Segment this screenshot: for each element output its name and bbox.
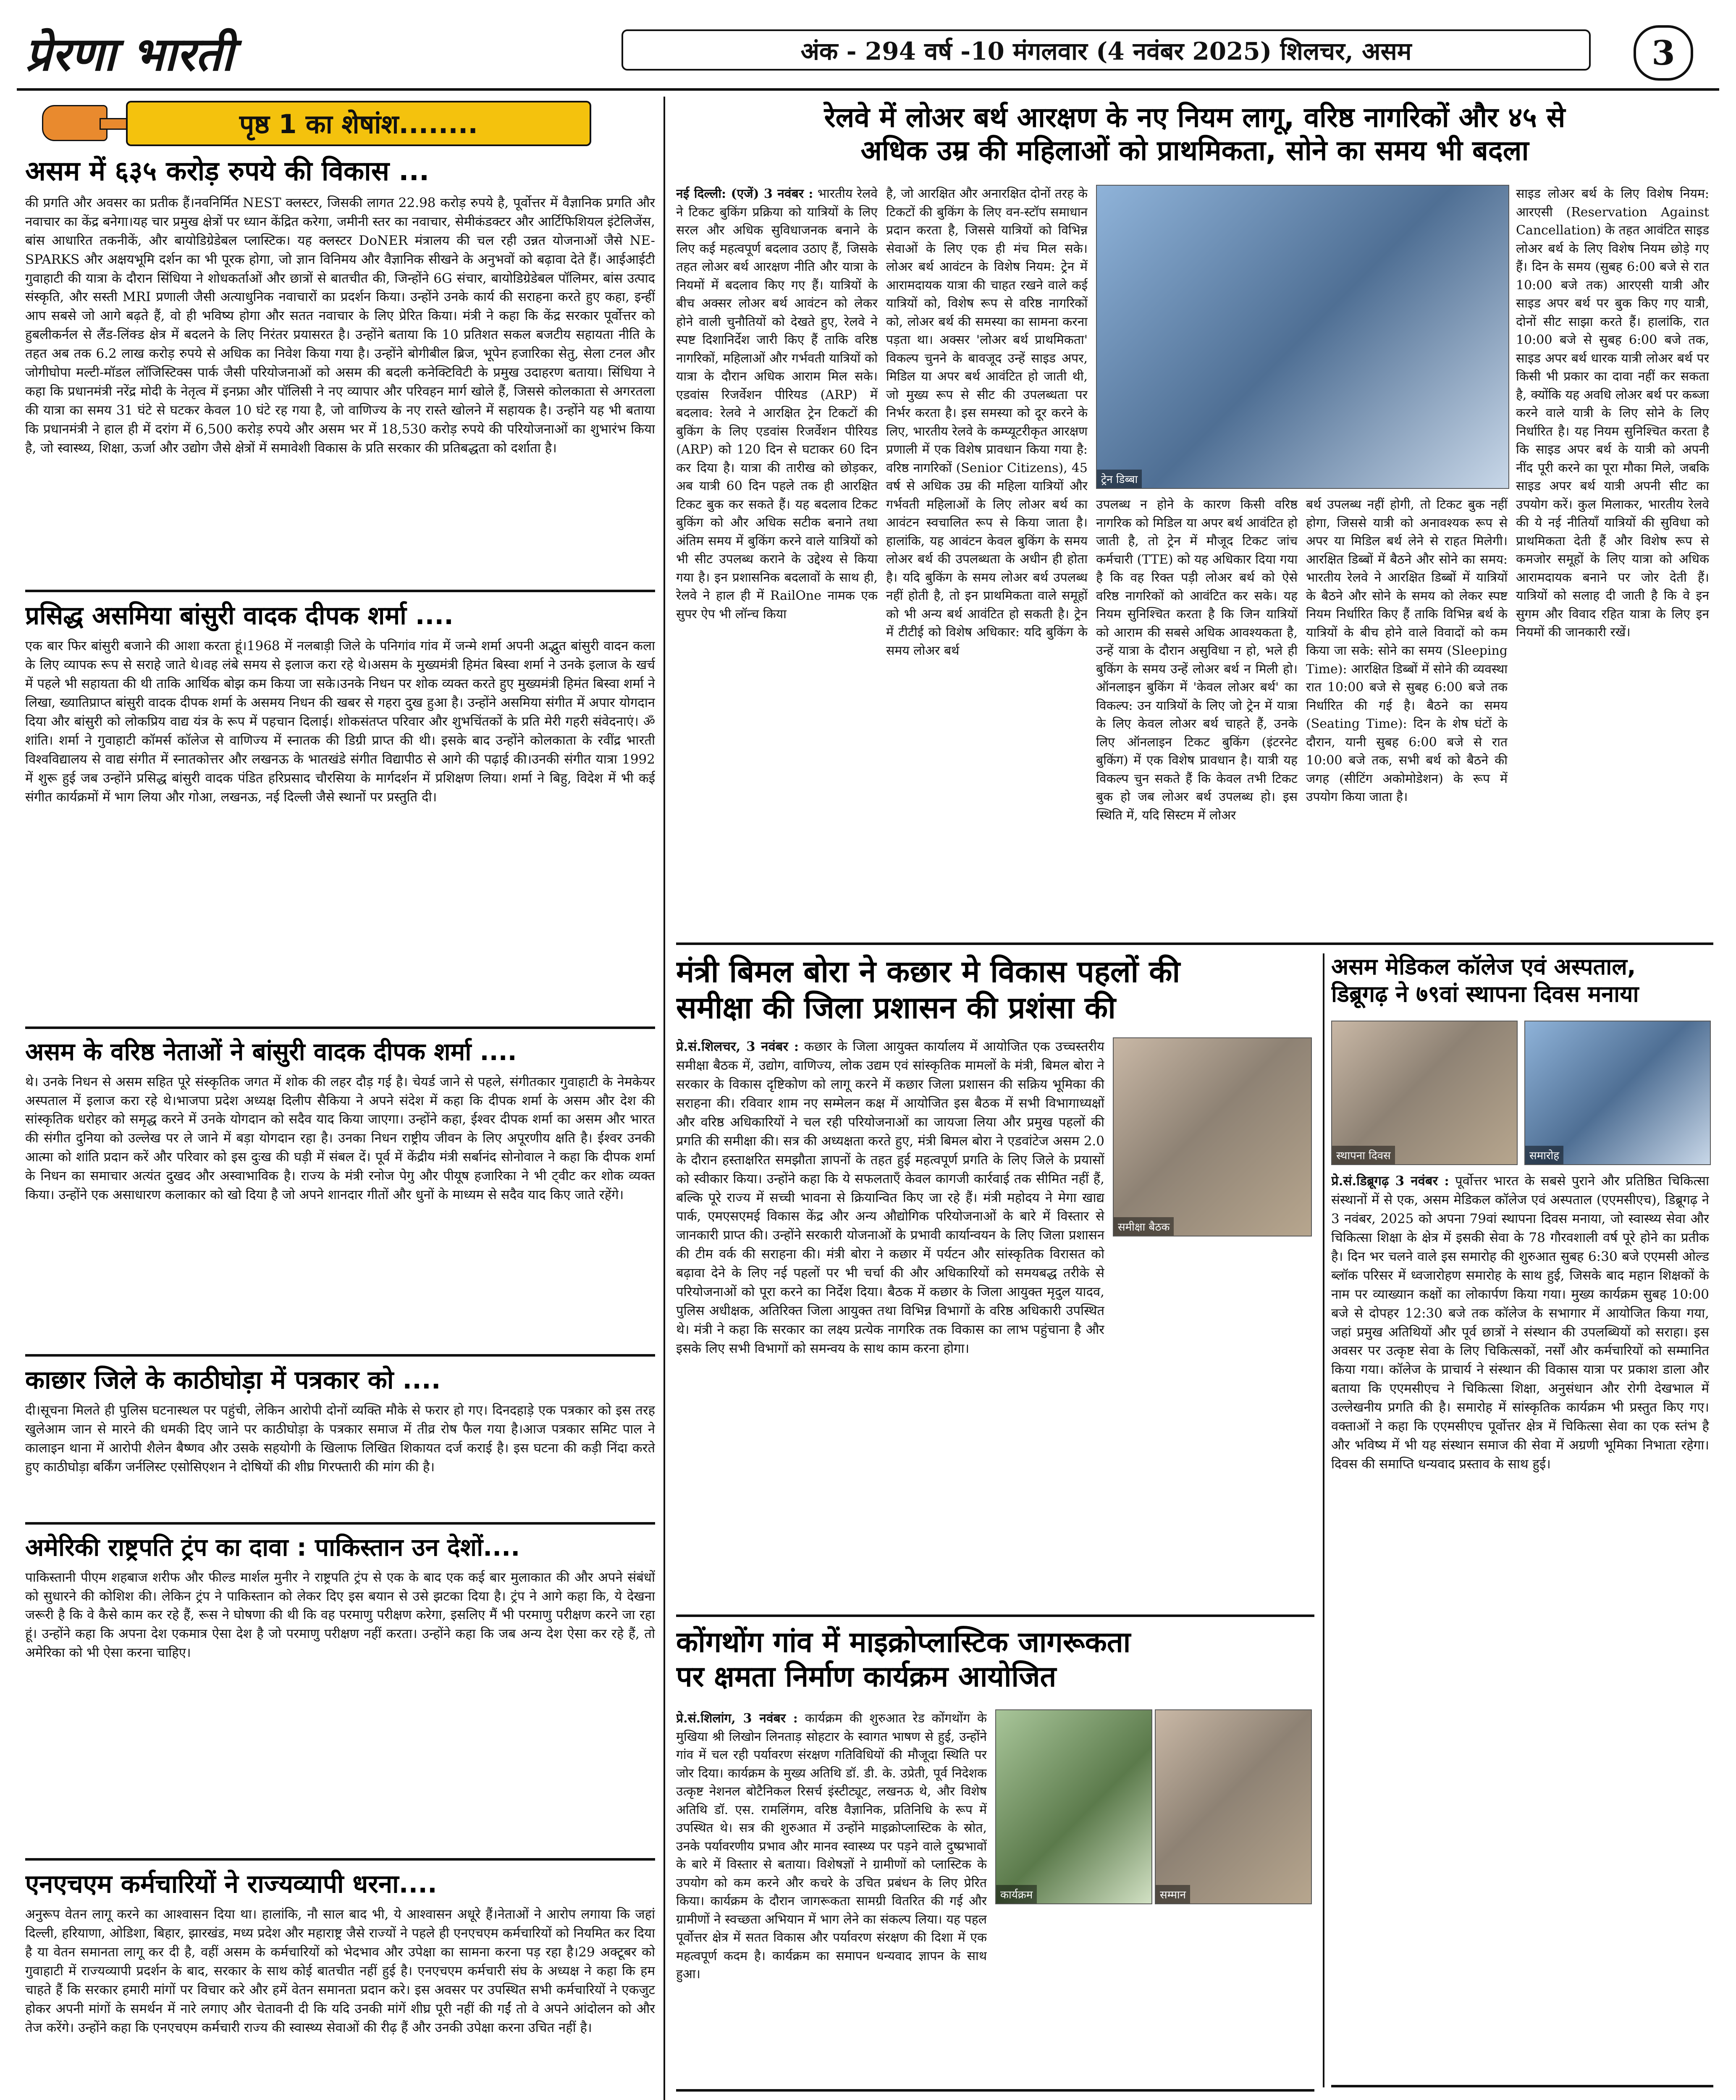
headline-line-1: कोंगथोंग गांव में माइक्रोप्लास्टिक जागरूकता <box>676 1626 1131 1659</box>
photo-caption: कार्यक्रम <box>996 1885 1037 1903</box>
photo-caption: समीक्षा बैठक <box>1114 1217 1174 1236</box>
headline: असम के वरिष्ठ नेताओं ने बांसुरी वादक दीपक शर्मा .... <box>25 1037 517 1066</box>
headline-line-2: अधिक उम्र की महिलाओं को प्राथमिकता, सोने का समय भी बदला <box>860 134 1529 167</box>
headline: असम में ६३५ करोड़ रुपये की विकास ... <box>25 156 430 187</box>
photo-caption: सम्मान <box>1156 1885 1190 1903</box>
amch-photo-2 <box>1524 1021 1711 1165</box>
column-divider <box>663 97 665 2100</box>
article-text: कछार के जिला आयुक्त कार्यालय में आयोजित एक उच्चस्तरीय समीक्षा बैठक में, उद्योग, वाणिज्य, लोक उद्यम एवं सांस्कृतिक मामलों के मंत्री, बिमल बोरा ने सरकार के विकास दृष्टिकोण को लागू करने में कछार जिला प्रशासन की सक्रिय भूमिका की सराहना की। रविवार शाम नए सम्मेलन कक्ष में आयोजित इस बैठक में सभी विभागाध्यक्षों और वरिष्ठ अधिकारियों ने चल रही परियोजनाओं का जायजा लिया और प्रमुख पहलों की प्रगति की समीक्षा की। सत्र की अध्यक्षता करते हुए, मंत्री बिमल बोरा ने एडवांटेज असम 2.0 के दौरान हस्ताक्षरित समझौता ज्ञापनों के तहत हुई महत्वपूर्ण प्रगति के लिए जिले के प्रयासों को स्वीकार किया। उन्होंने कहा कि ये सफलताएँ केवल कागजी कार्रवाई तक सीमित नहीं हैं, बल्कि पूरे राज्य में सच्ची भावना से क्रियान्वित किए जा रहे हैं। मंत्री महोदय ने मेगा खाद्य पार्क, एमएसएमई विकास केंद्र और अन्य औद्योगिक परियोजनाओं के बारे में विस्तार से जानकारी प्राप्त की। उन्होंने सरकारी योजनाओं के प्रभावी कार्यान्वयन के लिए जिला प्रशासन की टीम वर्क की सराहना की। मंत्री बोरा ने कछार में पर्यटन और सांस्कृतिक विरासत को बढ़ावा देने के लिए नई पहलों पर भी चर्चा की और अधिकारियों को समयबद्ध तरीके से परियोजनाओं को पूरा करने का निर्देश दिया। बैठक में कछार के जिला आयुक्त मृदुल यादव, पुलिस अधीक्षक, अतिरिक्त जिला आयुक्त तथा विभिन्न विभागों के वरिष्ठ अधिकारी उपस्थित थे। मंत्री ने कहा कि सरकार का लक्ष्य प्रत्येक नागरिक तक विकास का लाभ पहुंचाना है और इसके लिए सभी विभागों को समन्वय के साथ काम करना होगा। <box>676 1039 1104 1356</box>
article-body-e: साइड लोअर बर्थ के लिए विशेष नियम: आरएसी (Reservation Against Cancellation) के तहत आवंटित साइड लोअर बर्थ के लिए विशेष नियम छोड़े गए हैं। दिन के समय (सुबह 6:00 बजे से रात 10:00 बजे तक) आरएसी यात्री और साइड अपर बर्थ पर बुक किए गए यात्री, दोनों सीट साझा करते हैं। हालांकि, रात 10:00 बजे से सुबह 6:00 बजे तक, साइड अपर बर्थ धारक यात्री लोअर बर्थ पर किसी भी प्रकार का दावा नहीं कर सकता है, क्योंकि यह अवधि लोअर बर्थ पर कब्जा करने वाले यात्री के लिए सोने के लिए निर्धारित है। यह नियम सुनिश्चित करता है कि साइड अपर बर्थ के यात्री को अपनी नींद पूरी करने का पूरा मौका मिले, जबकि साइड अपर बर्थ यात्री अपनी सीट का उपयोग करें। कुल मिलाकर, भारतीय रेलवे की ये नई नीतियाँ यात्रियों की सुविधा को प्राथमिकता देती हैं और विशेष रूप से कमजोर समूहों के लिए यात्रा को अधिक आरामदायक बनाने पर जोर देती हैं। यात्रियों को सलाह दी जाती है कि वे इन सुगम और विवाद रहित यात्रा के लिए इन नियमों की जानकारी रखें। <box>1516 186 1709 640</box>
story-amch <box>1331 953 1713 2087</box>
headline: प्रसिद्ध असमिया बांसुरी वादक दीपक शर्मा .... <box>25 601 454 630</box>
article-body: थे। उनके निधन से असम सहित पूरे संस्कृतिक जगत में शोक की लहर दौड़ गई है। चेयर्ड जाने से पहले, संगीतकार गुवाहाटी के नेमकेयर अस्पताल में इलाज करा रहे थे।भाजपा प्रदेश अध्यक्ष दिलीप सैकिया ने अपने संदेश में कहा कि दीपक शर्मा के असम और देश की सांस्कृतिक धरोहर को समृद्ध करने में उनके योगदान को सदैव याद किया जाएगा। उन्होंने कहा, ईश्वर दीपक शर्मा का असम और भारत की संगीत दुनिया को उल्लेख पर ले जाने में बड़ा योगदान रहा है। उनका निधन राष्ट्रीय जीवन के लिए अपूरणीय क्षति है। ईश्वर उनकी आत्मा को शांति प्रदान करें और परिवार को इस दुःख की घड़ी में संबल दें। पूर्व में केंद्रीय मंत्री सर्बानंद सोनोवाल ने कहा कि दीपक शर्मा के निधन का समाचार अत्यंत दुखद और अस्वाभाविक है। राज्य के मंत्री रनोज पेगु और पीयूष हजारिका ने भी ट्वीट कर शोक व्यक्त किया। उन्होंने एक असाधारण कलाकार को खो दिया है जो अपने शानदार गीतों और धुनों के माध्यम से सदैव याद किए जाते रहेंगे। <box>25 1074 655 1203</box>
article-body-c: उपलब्ध न होने के कारण किसी वरिष्ठ नागरिक को मिडिल या अपर बर्थ आवंटित हो जाती है, तो ट्रेन में मौजूद टिकट जांच कर्मचारी (TTE) को यह अधिकार दिया गया है कि वह रिक्त पड़ी लोअर बर्थ को ऐसे वरिष्ठ नागरिकों को आवंटित कर सके। यह नियम सुनिश्चित करता है कि जिन यात्रियों को आराम की सबसे अधिक आवश्यकता है, उन्हें यात्रा के दौरान असुविधा न हो, भले ही बुकिंग के समय उन्हें लोअर बर्थ न मिली हो। ऑनलाइन बुकिंग में 'केवल लोअर बर्थ' का विकल्प: उन यात्रियों के लिए जो ट्रेन में यात्रा के लिए केवल लोअर बर्थ चाहते हैं, उनके लिए ऑनलाइन टिकट बुकिंग (इंटरनेट बुकिंग) में एक विशेष प्रावधान है। यात्री यह विकल्प चुन सकते हैं कि केवल तभी टिकट बुक हो जब लोअर बर्थ उपलब्ध हो। इस स्थिति में, यदि सिस्टम में लोअर <box>1096 497 1298 823</box>
article-text: कार्यक्रम की शुरुआत रेड कोंगथोंग के मुखिया श्री लिखोन लिनताड़ सोहटार के स्वागत भाषण से हुई, उन्होंने गांव में चल रही पर्यावरण संरक्षण गतिविधियों की मौजूदा स्थिति पर जोर दिया। कार्यक्रम के मुख्य अतिथि डॉ. डी. के. उप्रेती, पूर्व निदेशक उत्कृष्ट नेशनल बोटैनिकल रिसर्च इंस्टीट्यूट, लखनऊ थे, और विशेष अतिथि डॉ. एस. रामलिंगम, वरिष्ठ वैज्ञानिक, प्रतिनिधि के रूप में उपस्थित थे। सत्र की शुरुआत में उन्होंने माइक्रोप्लास्टिक के स्रोत, उनके पर्यावरणीय प्रभाव और मानव स्वास्थ्य पर पड़ने वाले दुष्प्रभावों के बारे में विस्तार से बताया। विशेषज्ञों ने ग्रामीणों को प्लास्टिक के उपयोग को कम करने और कचरे के उचित प्रबंधन के लिए प्रेरित किया। कार्यक्रम के दौरान जागरूकता सामग्री वितरित की गई और ग्रामीणों ने स्वच्छता अभियान में भाग लेने का संकल्प लिया। यह पहल पूर्वोत्तर क्षेत्र में सतत विकास और पर्यावरण संरक्षण की दिशा में एक महत्वपूर्ण कदम है। कार्यक्रम का समापन धन्यवाद ज्ञापन के साथ हुआ। <box>676 1711 987 1982</box>
masthead <box>17 17 1719 91</box>
story-nhm <box>25 1869 655 2100</box>
paper-name: प्रेरणा भारती <box>25 27 233 81</box>
pointing-hand-icon <box>42 105 108 141</box>
story-trump <box>25 1533 655 1861</box>
article-body: की प्रगति और अवसर का प्रतीक हैं।नवनिर्मित NEST क्लस्टर, जिसकी लागत 22.98 करोड़ रुपये है, पूर्वोत्तर में वैज्ञानिक प्रगति और नवाचार का केंद्र बनेगा।यह चार प्रमुख क्षेत्रों पर ध्यान केंद्रित करेगा, जमीनी स्तर का नवाचार, सेमीकंडक्टर और आर्टिफिशियल इंटेलिजेंस, बांस आधारित तकनीकें, और बायोडिग्रेडेबल प्लास्टिक। यह क्लस्टर DoNER मंत्रालय की चल रही उन्नत योजनाओं जैसे NE-SPARKS और अक्षयभूमि दर्शन का भी पूरक होगा, जो ज्ञान विनिमय और वैज्ञानिक सीखने के अनुभवों को बढ़ावा देते हैं। आईआईटी गुवाहाटी की यात्रा के दौरान सिंधिया ने शोधकर्ताओं और छात्रों से बातचीत की, जिन्होंने 6G संचार, बायोडिग्रेडेबल पॉलिमर, बांस उत्पाद संस्कृति, और सस्ती MRI प्रणाली जैसी अत्याधुनिक नवाचारों का प्रदर्शन किया। उन्होंने उनके कार्य की सराहना करते हुए कहा, इन्हीं आप सबसे जो आगे बढ़ते हैं, वो ही भविष्य होगा और सतत नवाचार के लिए प्रेरित किया। मंत्री ने कहा कि केंद्र सरकार पूर्वोत्तर को हुबलीकर्नल से लैंड-लिंक्ड क्षेत्र में बदलने के लिए निरंतर प्रयासरत है। उन्होंने बताया कि 10 प्रतिशत सकल बजटीय सहायता नीति के तहत अब तक 6.2 लाख करोड़ रुपये से अधिक का निवेश किया गया है। उन्होंने बोगीबील ब्रिज, भूपेन हजारिका सेतु, सेला टनल और जोगीघोपा मल्टी-मॉडल लॉजिस्टिक्स पार्क जैसी परियोजनाओं को असम की बदली कनेक्टिविटी के प्रमुख उदाहरण बताया। सिंधिया ने कहा कि प्रधानमंत्री नरेंद्र मोदी के नेतृत्व में इनफ्रा और पॉलिसी ने नए व्यापार और परिवहन मार्ग खोले हैं, जिससे कोलकाता से अगरतला की यात्रा का समय 31 घंटे से घटकर केवल 10 घंटे रह गया है, जो वाणिज्य के नए रास्ते खोलने में सहायक है। उन्होंने यह भी बताया कि प्रधानमंत्री ने हाल ही में दरांग में 6,500 करोड़ रुपये और असम भर में 18,530 करोड़ रुपये की परियोजनाओं का शुभारंभ किया है, जो स्वास्थ्य, शिक्षा, ऊर्जा और उद्योग जैसे क्षेत्रों में समावेशी विकास के प्रति सरकार की प्रतिबद्धता को दर्शाता है। <box>25 195 655 456</box>
headline: अमेरिकी राष्ट्रपति ट्रंप का दावा : पाकिस्तान उन देशों.... <box>25 1533 520 1562</box>
story-railway <box>676 101 1713 945</box>
story-kongthong <box>676 1625 1314 2092</box>
article-body <box>1331 1172 1709 1474</box>
kongthong-photo-1 <box>995 1709 1152 1904</box>
headline-line-1: मंत्री बिमल बोरा ने कछार मे विकास पहलों की <box>676 954 1180 989</box>
headline: एनएचएम कर्मचारियों ने राज्यव्यापी धरना.... <box>25 1869 437 1899</box>
story-bansuri-2 <box>25 1037 655 1357</box>
story-bimal-bora <box>676 953 1314 1617</box>
kongthong-photo-2 <box>1155 1709 1312 1904</box>
issue-line: अंक - 294 वर्ष -10 मंगलवार (4 नवंबर 2025) शिलचर, असम <box>621 29 1591 71</box>
dateline: नई दिल्ली: (एजें) 3 नवंबर : <box>676 186 813 201</box>
headline-line-1: रेलवे में लोअर बर्थ आरक्षण के नए नियम लागू, वरिष्ठ नागरिकों और ४५ से <box>824 101 1566 134</box>
article-body: एक बार फिर बांसुरी बजाने की आशा करता हूं।1968 में नलबाड़ी जिले के पनिगांव गांव में जन्मे शर्मा अपनी अद्भुत बांसुरी वादन कला के लिए व्यापक रूप से सराहे जाते थे।वह लंबे समय से इलाज करा रहे थे।असम के मुख्यमंत्री हिमंत बिस्वा शर्मा ने उनके इलाज के खर्च में पहले भी सहायता की थी ताकि आर्थिक बोझ कम किया जा सके।उनके निधन पर शोक व्यक्त करते हुए मुख्यमंत्री हिमंत बिस्वा शर्मा ने लिखा, ख्यातिप्राप्त बांसुरी वादक दीपक शर्मा के असमय निधन की खबर से गहरा दुख हुआ है। उन्होंने असमिया संगीत में अपार योगदान दिया और बांसुरी को लोकप्रिय वाद्य यंत्र के रूप में पहचान दिलाई। शोकसंतप्त परिवार और शुभचिंतकों के प्रति मेरी गहरी संवेदनाएं। ॐ शांति। शर्मा ने गुवाहाटी कॉमर्स कॉलेज से वाणिज्य में स्नातक की डिग्री प्राप्त की थी। इसके बाद उन्होंने कोलकाता के रवींद्र भारती विश्वविद्यालय से वाद्य संगीत में स्नातकोत्तर और लखनऊ के भातखंडे संगीत विद्यापीठ से आगे की पढ़ाई की।उनकी संगीत यात्रा 1992 में शुरू हुई जब उन्होंने प्रसिद्ध बांसुरी वादक पंडित हरिप्रसाद चौरसिया के मार्गदर्शन में प्रशिक्षण लिया। शर्मा ने बिहु, विदेश में भी कई संगीत कार्यक्रमों में भाग लिया और गोआ, लखनऊ, नई दिल्ली जैसे स्थानों पर प्रस्तुति दी। <box>25 638 655 805</box>
photo-caption: स्थापना दिवस <box>1332 1146 1395 1164</box>
article-body-b: है, जो आरक्षित और अनारक्षित दोनों तरह के टिकटों की बुकिंग के लिए वन-स्टॉप समाधान प्रदान करता है, जिससे यात्रियों को विभिन्न सेवाओं के लिए एक ही मंच मिल सके। लोअर बर्थ आवंटन के विशेष नियम: ट्रेन में आरामदायक यात्रा की चाहत रखने वाले कई यात्रियों को, विशेष रूप से वरिष्ठ नागरिकों को, लोअर बर्थ की समस्या का सामना करना पड़ता था। अक्सर 'लोअर बर्थ प्राथमिकता' विकल्प चुनने के बावजूद उन्हें साइड अपर, मिडिल या अपर बर्थ आवंटित हो जाती थी, जो मुख्य रूप से सीट की उपलब्धता पर निर्भर करता है। इस समस्या को दूर करने के लिए, भारतीय रेलवे के कम्प्यूटरीकृत आरक्षण प्रणाली में एक विशेष प्रावधान किया गया है: वरिष्ठ नागरिकों (Senior Citizens), 45 वर्ष से अधिक उम्र की महिला यात्रियों और गर्भवती महिलाओं के लिए लोअर बर्थ का आवंटन स्वचालित रूप से किया जाता है। हालांकि, यह आवंटन केवल बुकिंग के समय लोअर बर्थ की उपलब्धता के अधीन ही होता है। यदि बुकिंग के समय लोअर बर्थ उपलब्ध नहीं होती है, तो इन प्राथमिकता वाले समूहों को भी अन्य बर्थ आवंटित हो सकती है। ट्रेन में टीटीई को विशेष अधिकार: यदि बुकिंग के समय लोअर बर्थ <box>886 186 1088 658</box>
article-body <box>676 1709 987 1984</box>
dateline: प्रे.सं.शिलांग, 3 नवंबर : <box>676 1711 798 1726</box>
article-body: दी।सूचना मिलते ही पुलिस घटनास्थल पर पहुंची, लेकिन आरोपी दोनों व्यक्ति मौके से फरार हो गए। दिनदहाड़े एक पत्रकार को इस तरह खुलेआम जान से मारने की धमकी दिए जाने पर काठीघोड़ा के पत्रकार समाज में तीव्र रोष फैल गया है।आज पत्रकार समिट पाल ने कालाइन थाना में आरोपी शैलेन बैष्णव और उसके सहयोगी के खिलाफ लिखित शिकायत दर्ज कराई है। इस घटना की कड़ी निंदा करते हुए काठीघोड़ा बर्किंग जर्नलिस्ट एसोसिएशन ने दोषियों की शीघ्र गिरफ्तारी की मांग की है। <box>25 1403 655 1475</box>
headline-line-2: समीक्षा की जिला प्रशासन की प्रशंसा की <box>676 990 1116 1026</box>
column-divider <box>1323 953 1324 2087</box>
photo-caption: ट्रेन डिब्बा <box>1097 470 1142 488</box>
amch-photo-1 <box>1331 1021 1518 1165</box>
dateline: प्रे.सं.शिलचर, 3 नवंबर : <box>676 1039 799 1054</box>
dateline: प्रे.सं.डिब्रूगढ़ 3 नवंबर : <box>1331 1173 1449 1189</box>
photo-caption: समारोह <box>1525 1146 1563 1164</box>
article-text: पूर्वोत्तर भारत के सबसे पुराने और प्रतिष्ठित चिकित्सा संस्थानों में से एक, असम मेडिकल कॉलेज एवं अस्पताल (एएमसीएच), डिब्रूगढ़ ने 3 नवंबर, 2025 को अपना 79वां स्थापना दिवस मनाया, जो स्वास्थ्य सेवा और चिकित्सा शिक्षा के क्षेत्र में इसकी सेवा के 78 गौरवशाली वर्ष पूरे होने का प्रतीक है। दिन भर चलने वाले इस समारोह की शुरुआत सुबह 6:30 बजे एएमसी ओल्ड ब्लॉक परिसर में ध्वजारोहण समारोह के साथ हुई, जिसके बाद महान शिक्षकों के नाम पर व्याख्यान कक्षों का लोकार्पण किया गया। मुख्य कार्यक्रम सुबह 10:00 बजे से दोपहर 12:30 बजे तक कॉलेज के सभागार में आयोजित किया गया, जहां प्रमुख अतिथियों और पूर्व छात्रों ने संस्थान की उपलब्धियों को सराहा। इस अवसर पर उत्कृष्ट सेवा के लिए चिकित्सकों, नर्सों और कर्मचारियों को सम्मानित किया गया। कॉलेज के प्राचार्य ने संस्थान की विकास यात्रा पर प्रकाश डाला और बताया कि एएमसीएच ने चिकित्सा शिक्षा, अनुसंधान और रोगी देखभाल में उल्लेखनीय प्रगति की है। समारोह में सांस्कृतिक कार्यक्रम भी प्रस्तुत किए गए। वक्ताओं ने कहा कि एएमसीएच पूर्वोत्तर क्षेत्र में चिकित्सा सेवा का एक स्तंभ है और भविष्य में भी यह संस्थान समाज की सेवा में अग्रणी भूमिका निभाता रहेगा। दिवस की समाप्ति धन्यवाद प्रस्ताव के साथ हुई। <box>1331 1173 1709 1472</box>
review-meeting-photo <box>1113 1037 1312 1236</box>
article-body: अनुरूप वेतन लागू करने का आश्वासन दिया था। हालांकि, नौ साल बाद भी, ये आश्वासन अधूरे हैं।नेताओं ने आरोप लगाया कि जहां दिल्ली, हरियाणा, ओडिशा, बिहार, झारखंड, मध्य प्रदेश और महाराष्ट्र जैसे राज्यों ने पहले ही एनएचएम कर्मचारियों को नियमित कर दिया है या वेतन समानता लागू कर दी है, वहीं असम के कर्मचारियों को भेदभाव और उपेक्षा का सामना करना पड़ रहा है।29 अक्टूबर को गुवाहाटी में राज्यव्यापी प्रदर्शन के बाद, सरकार के साथ कोई बातचीत नहीं हुई है। एनएचएम कर्मचारी संघ के अध्यक्ष ने कहा कि हम चाहते हैं कि सरकार हमारी मांगों पर विचार करे और हमें वेतन समानता प्रदान करे। इस अवसर पर उपस्थित सभी कर्मचारियों ने एकजुट होकर अपनी मांगों के समर्थन में नारे लगाए और चेतावनी दी कि यदि उनकी मांगें शीघ्र पूरी नहीं की गईं तो वे अपने आंदोलन को और तेज करेंगे। उन्होंने कहा कि एनएचएम कर्मचारी राज्य की स्वास्थ्य सेवाओं की रीढ़ हैं और उनकी उपेक्षा करना उचित नहीं है। <box>25 1907 655 2035</box>
article-body-a <box>676 185 878 623</box>
article-text: भारतीय रेलवे ने टिकट बुकिंग प्रक्रिया को यात्रियों के लिए सरल और अधिक सुविधाजनक बनाने के लिए कई महत्वपूर्ण बदलाव उठाए हैं, जिसके तहत लोअर बर्थ आरक्षण नीति और यात्रा के नियमों में बदलाव किए गए हैं। यात्रियों के बीच अक्सर लोअर बर्थ आवंटन को लेकर होने वाली चुनौतियों को देखते हुए, रेलवे ने स्पष्ट दिशानिर्देश जारी किए हैं ताकि वरिष्ठ नागरिकों, महिलाओं और गर्भवती यात्रियों को यात्रा के दौरान अधिक आराम मिल सके। एडवांस रिजर्वेशन पीरियड (ARP) में बदलाव: रेलवे ने आरक्षित ट्रेन टिकटों की बुकिंग के लिए एडवांस रिजर्वेशन पीरियड (ARP) को 120 दिन से घटाकर 60 दिन कर दिया है। यात्रा की तारीख को छोड़कर, अब यात्री 60 दिन पहले तक ही आरक्षित टिकट बुक कर सकते हैं। यह बदलाव टिकट बुकिंग को और अधिक सटीक बनाने तथा अंतिम समय में बुकिंग करने वाले यात्रियों को भी सीट उपलब्ध कराने के उद्देश्य से किया गया है। इन प्रशासनिक बदलावों के साथ ही, रेलवे ने हाल ही में RailOne नामक एक सुपर ऐप भी लॉन्च किया <box>676 186 878 622</box>
article-body: पाकिस्तानी पीएम शहबाज शरीफ और फील्ड मार्शल मुनीर ने राष्ट्रपति ट्रंप से एक के बाद एक कई बार मुलाकात की और अपने संबंधों को सुधारने की कोशिश की। लेकिन ट्रंप ने पाकिस्तान को लेकर दिए इस बयान से उसे झटका दिया है। ट्रंप ने आगे कहा कि, ये देखना जरूरी है कि वे कैसे काम कर रहे हैं, रूस ने घोषणा की थी कि वह परमाणु परीक्षण करेगा, इसलिए मैं भी परमाणु परीक्षण करने जा रहा हूं। उन्होंने कहा कि अपना देश एकमात्र ऐसा देश है जो परमाणु परीक्षण नहीं करता। उन्होंने कहा कि जब अन्य देश ऐसा कर रहे हैं, तो अमेरिका को भी ऐसा करना चाहिए। <box>25 1570 655 1661</box>
headline-line-1: असम मेडिकल कॉलेज एवं अस्पताल, <box>1331 953 1636 980</box>
story-kachar <box>25 1365 655 1525</box>
article-body <box>676 1037 1104 1358</box>
headline: काछार जिले के काठीघोड़ा में पत्रकार को .... <box>25 1365 441 1395</box>
headline-line-2: डिब्रूगढ़ ने ७९वां स्थापना दिवस मनाया <box>1331 980 1639 1007</box>
headline-line-2: पर क्षमता निर्माण कार्यक्रम आयोजित <box>676 1660 1057 1693</box>
continuation-ribbon: पृष्ठ 1 का शेषांश........ <box>126 101 591 146</box>
story-bansuri-1 <box>25 601 655 1029</box>
train-coach-photo <box>1096 185 1509 489</box>
article-body-d: बर्थ उपलब्ध नहीं होगी, तो टिकट बुक नहीं होगा, जिससे यात्री को अनावश्यक रूप से अपर या मिडिल बर्थ लेने से राहत मिलेगी। आरक्षित डिब्बों में बैठने और सोने का समय: भारतीय रेलवे ने आरक्षित डिब्बों में यात्रियों के बैठने और सोने के समय को लेकर स्पष्ट नियम निर्धारित किए हैं ताकि विभिन्न बर्थ के यात्रियों के बीच होने वाले विवादों को कम किया जा सके: सोने का समय (Sleeping Time): आरक्षित डिब्बों में सोने की व्यवस्था रात 10:00 बजे से सुबह 6:00 बजे तक निर्धारित की गई है। बैठने का समय (Seating Time): दिन के शेष घंटों के दौरान, यानी सुबह 6:00 बजे से रात 10:00 बजे तक, सभी बर्थ को बैठने की जगह (सीटिंग अकोमोडेशन) के रूप में उपयोग किया जाता है। <box>1306 497 1508 804</box>
story-assam-635 <box>25 155 655 592</box>
page-number: 3 <box>1634 25 1693 81</box>
